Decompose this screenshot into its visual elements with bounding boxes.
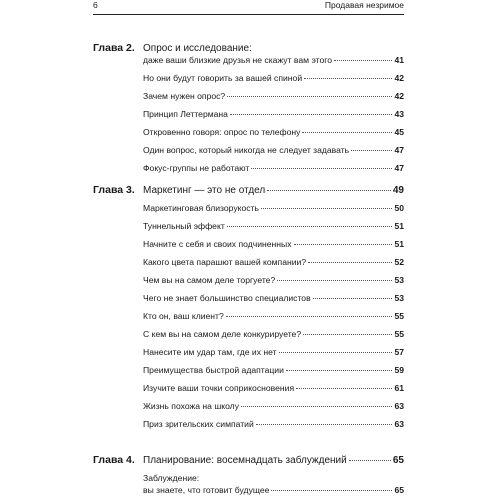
dot-leader bbox=[334, 60, 392, 61]
toc-entry[interactable]: Нанесите им удар там, где их нет 57 bbox=[143, 347, 404, 357]
toc-entry-line-1: Заблуждение: bbox=[143, 473, 200, 483]
page-number: 6 bbox=[93, 0, 98, 10]
toc-entry[interactable]: Начните с себя и своих подчиненных 51 bbox=[143, 239, 404, 249]
toc-entry[interactable]: С кем вы на самом деле конкурируете? 55 bbox=[143, 329, 404, 339]
toc-entry[interactable]: Изучите ваши точки соприкосновения 61 bbox=[143, 383, 404, 393]
toc-entry[interactable]: Преимущества быстрой адаптации 59 bbox=[143, 365, 404, 375]
toc-entry[interactable]: Какого цвета парашют вашей компании? 52 bbox=[143, 257, 404, 267]
toc-entry[interactable]: Приз зрительских симпатий 63 bbox=[143, 419, 404, 429]
toc-entry[interactable]: Один вопрос, который никогда не следует задавать 47 bbox=[143, 145, 404, 155]
toc-entry[interactable]: Жизнь похожа на школу 63 bbox=[143, 401, 404, 411]
chapter-title-line-2[interactable]: даже ваши близкие друзья не скажут вам этого 41 bbox=[143, 55, 404, 65]
toc-entry[interactable]: Чем вы на самом деле торгуете? 53 bbox=[143, 275, 404, 285]
running-header bbox=[93, 0, 404, 15]
chapter-title[interactable]: Планирование: восемнадцать заблуждений 65 bbox=[143, 455, 404, 466]
toc-entry[interactable]: Маркетинговая близорукость 50 bbox=[143, 203, 404, 213]
toc-entry[interactable]: Чего не знает большинство специалистов 53 bbox=[143, 293, 404, 303]
toc-entry[interactable]: Кто он, ваш клиент? 55 bbox=[143, 311, 404, 321]
chapter-label: Глава 2. bbox=[93, 42, 135, 54]
toc-entry[interactable]: Зачем нужен опрос? 42 bbox=[143, 91, 404, 101]
chapter-title-line-1: Опрос и исследование: bbox=[143, 43, 252, 54]
chapter-label: Глава 4. bbox=[93, 454, 135, 466]
toc-entry[interactable]: Принцип Леттермана 43 bbox=[143, 109, 404, 119]
book-title: Продавая незримое bbox=[324, 0, 404, 10]
page-ref: 41 bbox=[394, 55, 404, 65]
toc-entry[interactable]: Но они будут говорить за вашей спиной 42 bbox=[143, 73, 404, 83]
chapter-title[interactable]: Маркетинг — это не отдел 49 bbox=[143, 185, 404, 196]
chapter-label: Глава 3. bbox=[93, 184, 135, 196]
toc-entry[interactable]: Откровенно говоря: опрос по телефону 45 bbox=[143, 127, 404, 137]
toc-entry[interactable]: вы знаете, что готовит будущее 65 bbox=[143, 485, 404, 495]
toc-entry[interactable]: Фокус-группы не работают 47 bbox=[143, 163, 404, 173]
toc-entry[interactable]: Туннельный эффект 51 bbox=[143, 221, 404, 231]
